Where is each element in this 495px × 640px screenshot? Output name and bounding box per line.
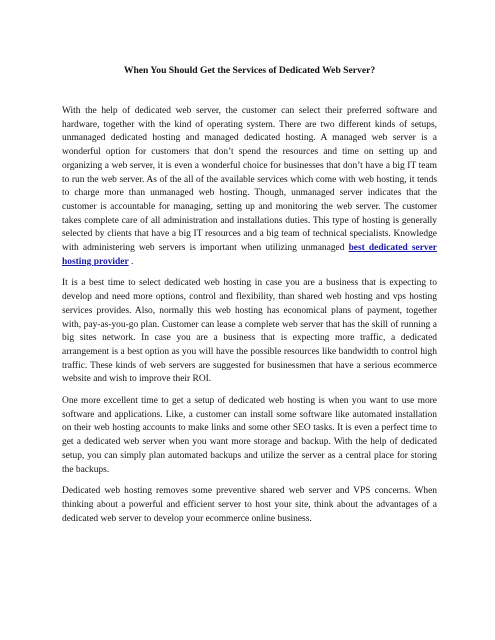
paragraph-1-end: . [128,256,134,267]
hosting-provider-link[interactable]: best dedicated server hosting provider [62,243,437,267]
paragraph-1 [62,105,437,269]
document-title: When You Should Get the Services of Dedicated Web Server? [123,65,376,76]
paragraph-4: Dedicated web hosting removes some preventive shared web server and VPS concerns. When thinking about a powerful and efficient server to host your site, think about the advantages of a dedicated web server to develop your ecommerce online business. [62,486,437,524]
paragraph-1-text: With the help of dedicated web server, the customer can select their preferred software and hardware, together with the kind of operating system. There are two different kinds of setups, unmanaged dedicated hosting and managed dedicated hosting. A managed web server is a wonderful option for customers that don’t spend the resources and time on setting up and organizing a web server, it is even a wonderful choice for businesses that don’t have a big IT team to run the web server. As of the all of the available services which come with web hosting, it tends to charge more than unmanaged web hosting. Though, unmanaged server indicates that the customer is accountable for managing, setting up and monitoring the web server. The customer takes complete care of all administration and installations duties. This type of hosting is generally selected by clients that have a big IT resources and a big team of technical specialists. Knowledge with administering web servers is important when utilizing unmanaged [62,106,437,254]
paragraph-3: One more excellent time to get a setup of dedicated web hosting is when you want to use more software and applications. Like, a customer can install some software like automated installation on their web hosting accounts to make links and some other SEO tasks. It is even a perfect time to get a dedicated web server when you want more storage and backup. With the help of dedicated setup, you can simply plan automated backups and utilize the server as a central place for storing the backups. [62,396,437,475]
paragraph-2: It is a best time to select dedicated web hosting in case you are a business that is expecting to develop and need more options, control and flexibility, than shared web hosting and vps hosting services provides. Also, normally this web hosting has economical plans of payment, together with, pay-as-you-go plan. Customer can lease a complete web server that has the skill of running a big sites network. In case you are a business that is expecting more traffic, a dedicated arrangement is a best option as you will have the possible resources like bandwidth to control high traffic. These kinds of web servers are suggested for businessmen that have a serious ecommerce website and wish to improve their ROI. [62,278,437,385]
